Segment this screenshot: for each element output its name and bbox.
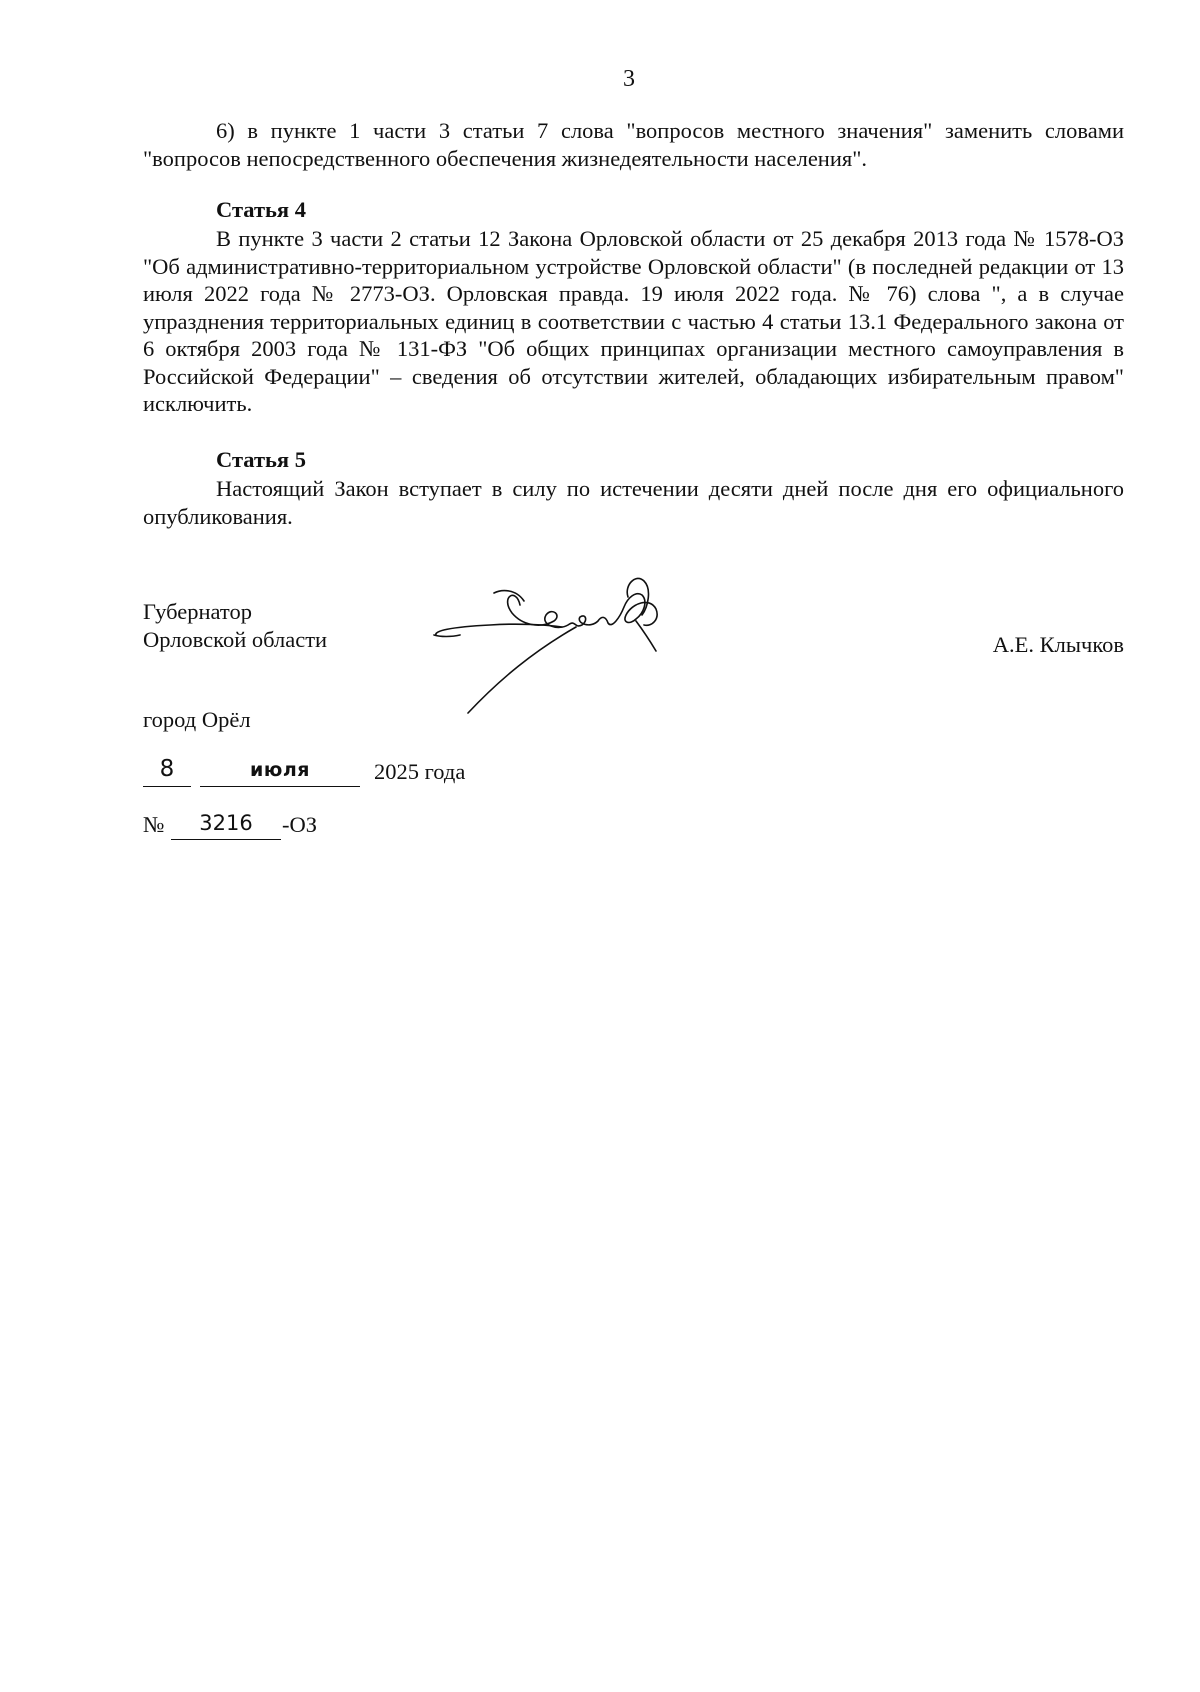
law-number: 3216 xyxy=(171,811,281,840)
handwritten-signature xyxy=(430,567,690,717)
article-5-heading: Статья 5 xyxy=(216,447,306,472)
signatory-title-line2: Орловской области xyxy=(143,626,328,652)
signatory-name: А.Е. Клычков xyxy=(992,632,1124,657)
date-year: 2025 года xyxy=(374,759,466,784)
date-day: 8 xyxy=(143,756,191,787)
city: город Орёл xyxy=(143,707,251,732)
item-6-paragraph: 6) в пункте 1 части 3 статьи 7 слова "вопросов местного значения" заменить словами "вопросов непосредственного обеспечения жизнедеятельности населения". xyxy=(143,118,1124,171)
signatory-title xyxy=(143,598,327,653)
article-5-text: Настоящий Закон вступает в силу по истечении десяти дней после дня его официального опубликования. xyxy=(143,476,1124,529)
article-4-heading: Статья 4 xyxy=(216,197,306,222)
law-number-suffix: -ОЗ xyxy=(282,812,318,837)
article-4-text: В пункте 3 части 2 статьи 12 Закона Орловской области от 25 декабря 2013 года № 1578-ОЗ "Об административно-территориальном устройстве Орловской области" (в последней редакции от 13 июля 2022 года № 2773-ОЗ. Орловская правда. 19 июля 2022 года. № 76) слова ", а в случае упразднения территориальных единиц в соответствии с частью 4 статьи 13.1 Федерального закона от 6 октября 2003 года № 131-ФЗ "Об общих принципах организации местного самоуправления в Российской Федерации" – сведения об отсутствии жителей, обладающих избирательным правом" исключить. xyxy=(143,226,1124,416)
signatory-title-line1: Губернатор xyxy=(143,599,252,624)
date-line xyxy=(143,756,543,789)
page-number: 3 xyxy=(623,66,635,92)
number-sign: № xyxy=(143,812,165,837)
law-number-line xyxy=(143,812,443,842)
date-month: июля xyxy=(200,759,360,787)
